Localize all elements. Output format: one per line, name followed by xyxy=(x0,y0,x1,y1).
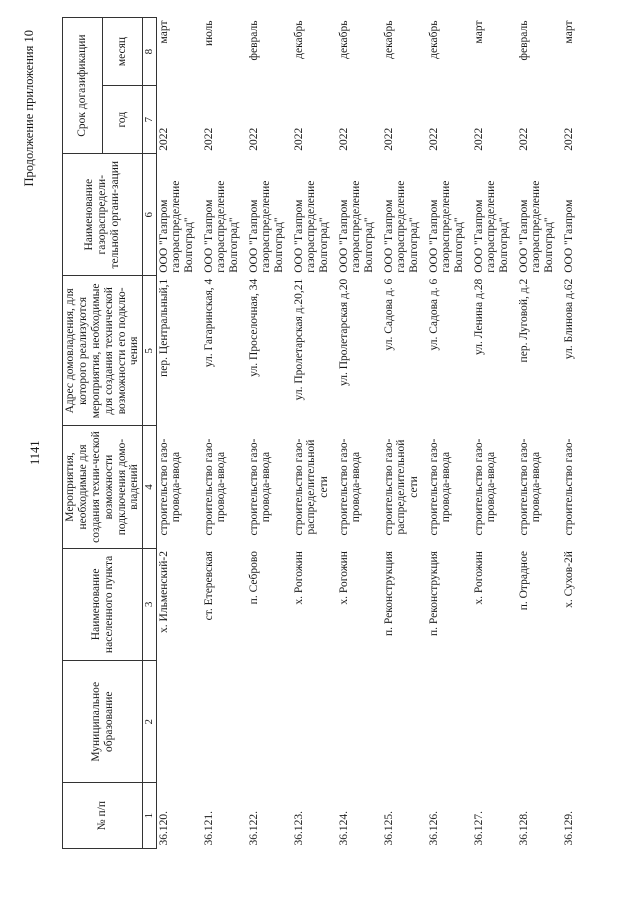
row-year: 2022 xyxy=(517,127,530,151)
header-organization: Наименование газораспредели-тельной органи-зации xyxy=(63,154,143,276)
row-number: 36.126. xyxy=(427,811,440,846)
row-municipality xyxy=(382,661,427,783)
row-municipality xyxy=(247,661,292,783)
row-number: 36.127. xyxy=(472,811,485,846)
table-row xyxy=(337,18,382,849)
row-settlement: п. Реконструкция xyxy=(382,551,395,637)
table-row xyxy=(202,18,247,849)
row-year: 2022 xyxy=(292,127,305,151)
column-number: 8 xyxy=(143,18,156,86)
row-settlement: ст. Етеревская xyxy=(202,551,215,621)
row-year: 2022 xyxy=(562,127,575,151)
row-number: 36.129. xyxy=(562,811,575,846)
header-row xyxy=(63,18,103,849)
column-number: 4 xyxy=(143,426,156,548)
header-address: Адрес домовладения, для которого реализуются мероприятия, необходимые для создания технической возможности его подклю-чения xyxy=(63,276,143,426)
column-number: 2 xyxy=(143,661,156,783)
row-measure: строительство газо-распределительной сети xyxy=(382,438,421,536)
row-measure: строительство газо-провода-ввода xyxy=(427,438,453,536)
column-number: 5 xyxy=(143,276,156,426)
table-row xyxy=(517,18,562,849)
row-address: пер. Луговой, д.2 xyxy=(517,278,530,363)
row-organization: ООО "Газпром газораспределение Волгоград" xyxy=(157,180,196,273)
row-measure: строительство газо-распределительной сети xyxy=(292,438,331,536)
row-address: ул. Гагаринская, 4 xyxy=(202,278,215,368)
row-address: ул. Проселочная, 34 xyxy=(247,278,260,377)
table-row xyxy=(247,18,292,849)
row-year: 2022 xyxy=(427,127,440,151)
column-number: 6 xyxy=(143,154,156,276)
row-organization: ООО "Газпром газораспределение Волгоград" xyxy=(382,180,421,273)
row-address: ул. Садова д. 6 xyxy=(382,278,395,351)
column-numbers-row xyxy=(143,18,156,849)
column-number: 1 xyxy=(143,783,156,849)
table-row xyxy=(472,18,517,849)
table-row xyxy=(292,18,337,849)
header-measures: Мероприятия, необходимые для создания техни-ческой возможности подключения домо-владений xyxy=(63,426,143,548)
row-number: 36.122. xyxy=(247,811,260,846)
row-address: ул. Пролетарская д.20 xyxy=(337,278,350,387)
row-measure: строительство газо-провода-ввода xyxy=(337,438,363,536)
row-address: ул. Блинова д.62 xyxy=(562,278,575,360)
header-year: год xyxy=(103,86,143,154)
row-organization: ООО "Газпром газораспределение Волгоград" xyxy=(202,180,241,273)
row-year: 2022 xyxy=(247,127,260,151)
row-month: март xyxy=(472,20,485,44)
row-month: март xyxy=(562,20,575,44)
row-organization: ООО "Газпром xyxy=(562,199,575,273)
row-municipality xyxy=(472,661,517,783)
row-measure: строительство газо-провода-ввода xyxy=(247,438,273,536)
column-number: 3 xyxy=(143,548,156,661)
row-settlement: п. Реконструкция xyxy=(427,551,440,637)
gasification-table xyxy=(62,17,607,849)
row-month: декабрь xyxy=(337,20,350,59)
row-year: 2022 xyxy=(337,127,350,151)
row-number: 36.121. xyxy=(202,811,215,846)
row-settlement: п. Отрадное xyxy=(517,551,530,611)
row-number: 36.125. xyxy=(382,811,395,846)
header-municipality: Муниципальное образование xyxy=(63,661,143,783)
page-number: 1141 xyxy=(28,440,42,465)
row-municipality xyxy=(202,661,247,783)
row-measure: строительство газо-провода-ввода xyxy=(472,438,498,536)
row-municipality xyxy=(156,661,202,783)
header-term: Срок догазификации xyxy=(63,18,103,154)
row-month: февраль xyxy=(247,20,260,61)
row-settlement: х. Рогожин xyxy=(292,551,305,605)
row-measure: строительство газо-провода-ввода xyxy=(157,438,183,536)
table-row xyxy=(562,18,607,849)
row-number: 36.120. xyxy=(157,811,170,846)
row-measure: строительство газо-провода-ввода xyxy=(202,438,228,536)
header-number: № п/п xyxy=(63,783,143,849)
row-settlement: х. Рогожин xyxy=(337,551,350,605)
row-month: февраль xyxy=(517,20,530,61)
row-year: 2022 xyxy=(472,127,485,151)
row-organization: ООО "Газпром газораспределение Волгоград" xyxy=(337,180,376,273)
row-settlement: п. Себрово xyxy=(247,551,260,605)
row-organization: ООО "Газпром газораспределение Волгоград" xyxy=(292,180,331,273)
row-address: пер. Центральный,1 xyxy=(157,278,170,377)
row-number: 36.128. xyxy=(517,811,530,846)
row-organization: ООО "Газпром газораспределение Волгоград" xyxy=(427,180,466,273)
row-address: ул. Пролетарская д.20,21 xyxy=(292,278,305,401)
row-year: 2022 xyxy=(382,127,395,151)
row-settlement: х. Рогожин xyxy=(472,551,485,605)
row-month: декабрь xyxy=(382,20,395,59)
row-year: 2022 xyxy=(202,127,215,151)
row-address: ул. Ленина д.28 xyxy=(472,278,485,355)
column-number: 7 xyxy=(143,86,156,154)
header-month: месяц xyxy=(103,18,143,86)
header-settlement: Наименование населенного пункта xyxy=(63,548,143,661)
row-municipality xyxy=(427,661,472,783)
row-measure: строительство газо-провода-ввода xyxy=(517,438,543,536)
row-number: 36.124. xyxy=(337,811,350,846)
row-month: март xyxy=(157,20,170,44)
row-month: декабрь xyxy=(292,20,305,59)
table-row xyxy=(382,18,427,849)
appendix-note: Продолжение приложения 10 xyxy=(22,30,36,187)
row-measure: строительство газо- xyxy=(562,438,575,536)
row-organization: ООО "Газпром газораспределение Волгоград" xyxy=(472,180,511,273)
row-municipality xyxy=(562,661,607,783)
row-address: ул. Садова д. 6 xyxy=(427,278,440,351)
row-settlement: х. Сухов-2й xyxy=(562,551,575,608)
row-settlement: х. Ильменский-2 xyxy=(157,551,170,633)
row-municipality xyxy=(517,661,562,783)
row-organization: ООО "Газпром газораспределение Волгоград" xyxy=(517,180,556,273)
table-row xyxy=(427,18,472,849)
row-organization: ООО "Газпром газораспределение Волгоград" xyxy=(247,180,286,273)
row-month: декабрь xyxy=(427,20,440,59)
row-number: 36.123. xyxy=(292,811,305,846)
row-municipality xyxy=(337,661,382,783)
table-row xyxy=(156,18,202,849)
row-month: июль xyxy=(202,20,215,46)
row-municipality xyxy=(292,661,337,783)
row-year: 2022 xyxy=(157,127,170,151)
